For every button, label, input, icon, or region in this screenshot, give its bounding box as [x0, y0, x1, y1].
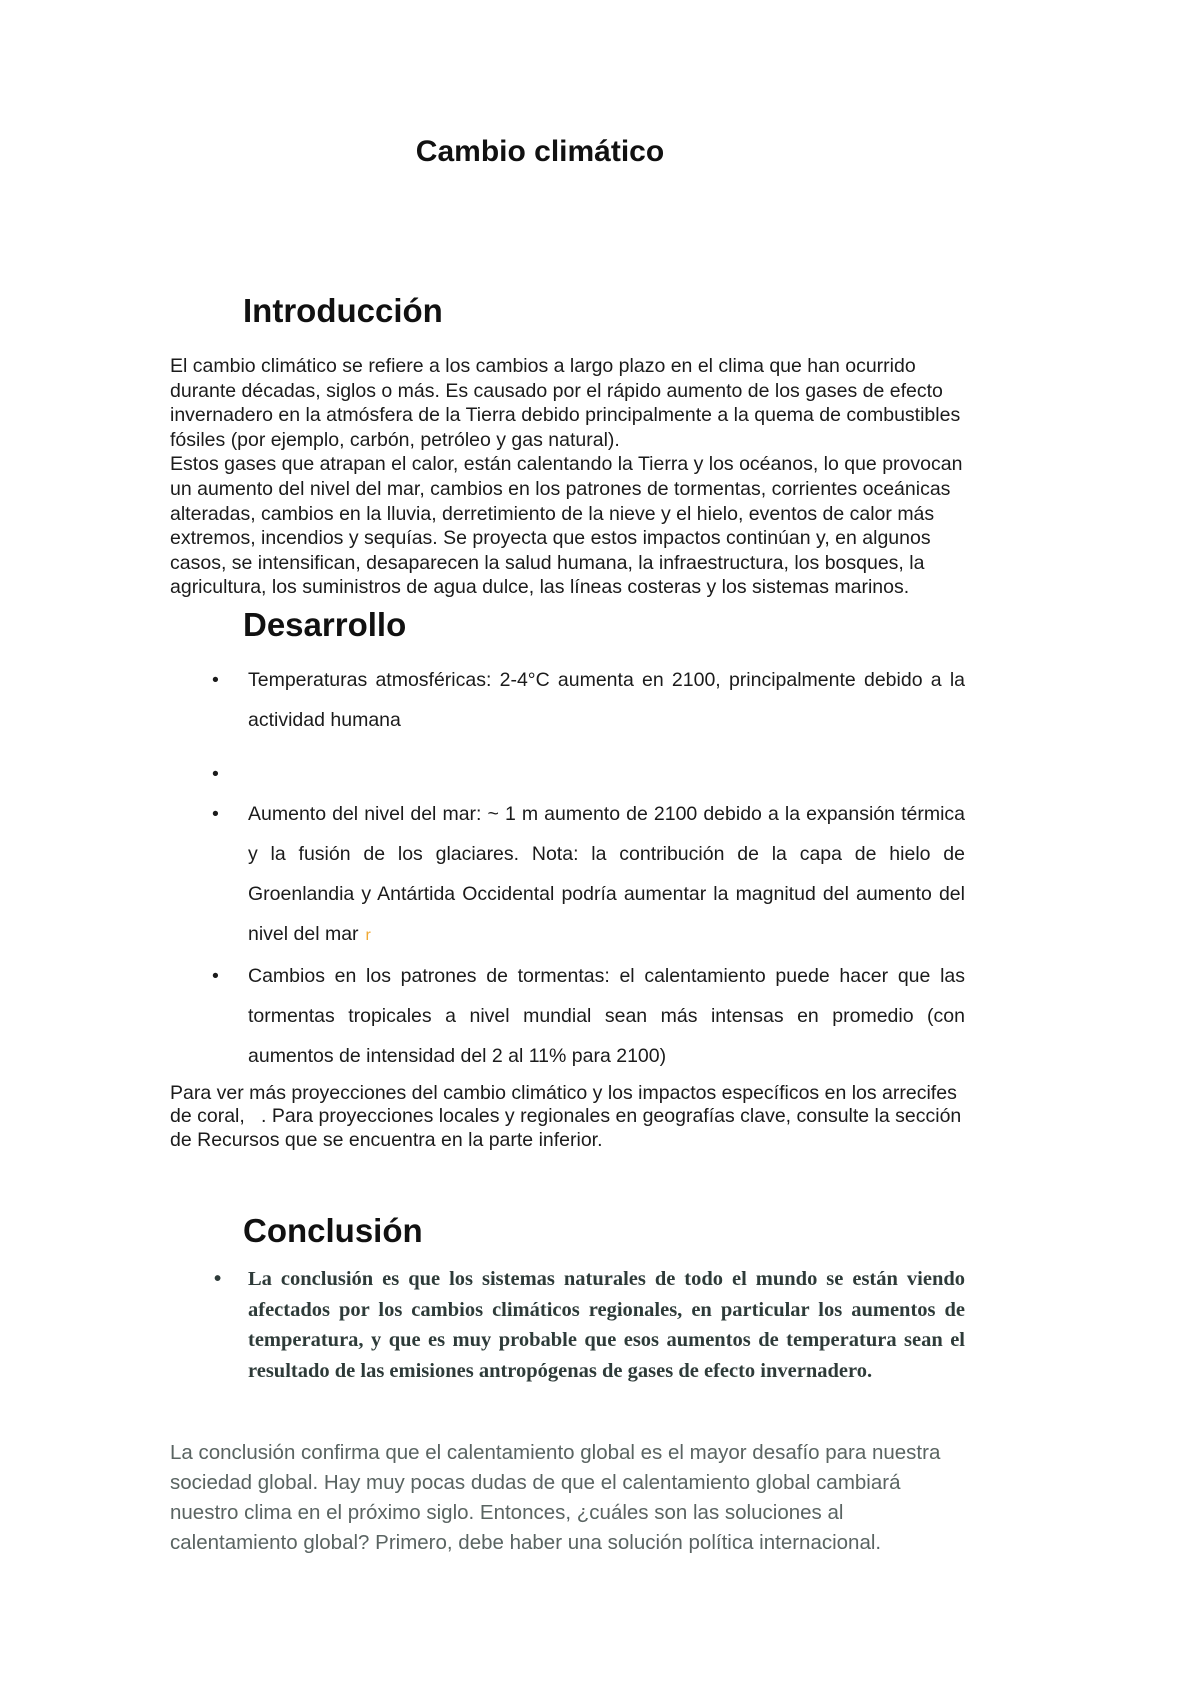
desarrollo-closing-paragraph: Para ver más proyecciones del cambio climático y los impactos específicos en los arrecifes de coral, . Para proyecciones locales y regionales en geografías clave, consulte la sección de Recursos que se encuentra en la parte inferior.: [170, 1081, 967, 1151]
section-heading-desarrollo: Desarrollo: [243, 605, 407, 643]
intro-paragraph-1: El cambio climático se refiere a los cambios a largo plazo en el clima que han ocurrido durante décadas, siglos o más. Es causado por el rápido aumento de los gases de efecto invernadero en la atmósfera de la Tierra debido principalmente a la quema de combustibles fósiles (por ejemplo, carbón, petróleo y gas natural).: [170, 355, 961, 451]
list-item-empty: [170, 754, 965, 794]
list-item: [170, 956, 965, 1076]
list-item: [170, 660, 965, 740]
list-item-text: Temperaturas atmosféricas: 2-4°C aumenta en 2100, principalmente debido a la actividad humana: [248, 668, 965, 731]
list-item-text: La conclusión es que los sistemas naturales de todo el mundo se están viendo afectados por los cambios climáticos regionales, en particular los aumentos de temperatura, y que es muy probable que esos aumentos de temperatura sean el resultado de las emisiones antropógenas de gases de efecto invernadero.: [248, 1268, 965, 1382]
section-heading-conclusion: Conclusión: [243, 1212, 423, 1250]
list-item: [170, 794, 965, 956]
list-item: [170, 1264, 965, 1386]
document-content: [170, 132, 965, 1558]
conclusion-bullet-list: [170, 1264, 965, 1386]
list-item-text: Aumento del nivel del mar: ~ 1 m aumento de 2100 debido a la expansión térmica y la fusión de los glaciares. Nota: la contribución de la capa de hielo de Groenlandia y Antártida Occidental podría aumentar la magnitud del aumento del nivel del mar: [248, 802, 965, 945]
accent-suffix-text: r: [365, 926, 371, 944]
conclusion-final-paragraph: La conclusión confirma que el calentamiento global es el mayor desafío para nuestra sociedad global. Hay muy pocas dudas de que el calentamiento global cambiará nuestro clima en el próximo siglo. Entonces, ¿cuáles son las soluciones al calentamiento global? Primero, debe haber una solución política internacional.: [170, 1441, 941, 1555]
intro-paragraph-2: Estos gases que atrapan el calor, están calentando la Tierra y los océanos, lo que provocan un aumento del nivel del mar, cambios en los patrones de tormentas, corrientes oceánicas alteradas, cambios en la lluvia, derretimiento de la nieve y el hielo, eventos de calor más extremos, incendios y sequías. Se proyecta que estos impactos continúan y, en algunos casos, se intensifican, desaparecen la salud humana, la infraestructura, los bosques, la agricultura, los suministros de agua dulce, las líneas costeras y los sistemas marinos.: [170, 453, 963, 599]
list-item-text: Cambios en los patrones de tormentas: el calentamiento puede hacer que las tormentas tropicales a nivel mundial sean más intensas en promedio (con aumentos de intensidad del 2 al 11% para 2100): [248, 964, 965, 1067]
section-heading-introduccion: Introducción: [243, 292, 443, 329]
desarrollo-bullet-list: [170, 660, 965, 1076]
document-title: Cambio climático: [415, 135, 665, 168]
